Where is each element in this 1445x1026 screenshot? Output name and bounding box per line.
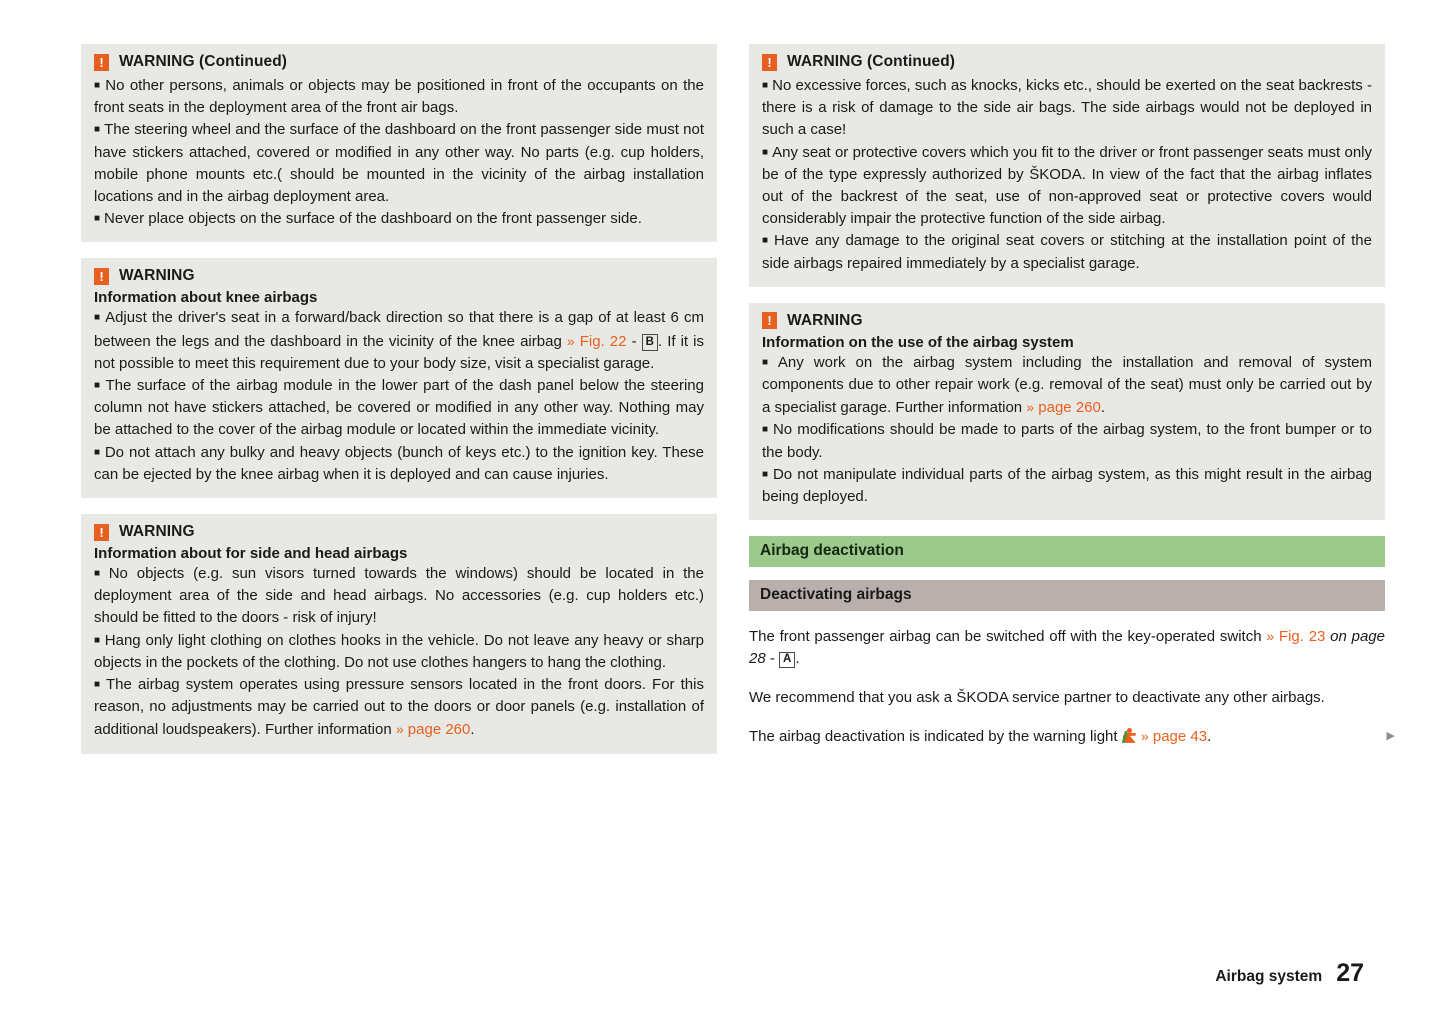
list-item — [94, 630, 704, 674]
figure-key-badge: B — [642, 334, 658, 351]
list-item — [94, 307, 704, 375]
list-item-text: Have any damage to the original seat covers or stitching at the installation point of the side airbags repaired immediately by a specialist garage. — [762, 232, 1372, 272]
warning-header — [762, 53, 1372, 71]
list-item — [94, 563, 704, 630]
bullet-square-icon: ■ — [94, 213, 101, 225]
warning-header — [94, 53, 704, 71]
warning-icon: ! — [94, 524, 109, 541]
warning-icon: ! — [762, 312, 777, 329]
bullet-square-icon: ■ — [94, 446, 101, 458]
list-item-text: No excessive forces, such as knocks, kicks etc., should be exerted on the seat backrests - there is a risk of damage to the side air bags. The side airbags would not be deployed in such a case! — [762, 77, 1372, 139]
list-item — [94, 208, 704, 230]
reference-label: page 43 — [1152, 727, 1208, 745]
warning-subtitle: Information about for side and head airbags — [94, 545, 408, 563]
left-column — [81, 44, 717, 770]
list-item — [762, 75, 1372, 142]
sub-heading-deactivating-airbags: Deactivating airbags — [749, 580, 1385, 611]
list-item-text: The surface of the airbag module in the lower part of the dash panel below the steering column not have stickers attached, be covered or modified in any other way. Nothing may be attached to the cover of the airbag module or located within the immediate vicinity. — [94, 377, 704, 439]
list-item-text-part-1: Adjust the driver's seat in a forward/back direction so that there is a gap of at least 6 cm between the legs and the dashboard in the vicinity of the knee airbag — [94, 309, 704, 350]
reference-end: . — [1207, 727, 1212, 745]
bullet-square-icon: ■ — [762, 468, 769, 480]
bullet-square-icon: ■ — [762, 356, 774, 368]
page-footer — [1215, 959, 1364, 988]
list-item — [762, 352, 1372, 420]
list-item-text: No other persons, animals or objects may be positioned in front of the occupants on the front seats in the deployment area of the front air bags. — [94, 77, 704, 117]
bullet-square-icon: ■ — [94, 124, 101, 136]
figure-reference-link[interactable] — [567, 333, 627, 350]
paragraph-key-operated-switch — [749, 625, 1385, 670]
bullet-square-icon: ■ — [762, 424, 769, 436]
warning-header — [94, 267, 704, 285]
reference-arrow: » — [1140, 727, 1149, 744]
list-item — [94, 75, 704, 119]
paragraph-text-part-1: The front passenger airbag can be switched off with the key-operated switch — [749, 628, 1262, 646]
reference-end: . — [470, 721, 475, 739]
reference-end: . — [795, 650, 800, 668]
warning-box-continued-side-airbags — [749, 44, 1385, 287]
warning-icon: ! — [762, 54, 777, 71]
page-reference-link[interactable] — [1141, 728, 1207, 745]
warning-subtitle: Information on the use of the airbag system — [762, 333, 1074, 351]
reference-label: Fig. 22 — [579, 332, 627, 350]
bullet-square-icon: ■ — [762, 146, 769, 158]
warning-box-knee-airbags — [81, 258, 717, 498]
warning-title: WARNING — [787, 311, 863, 329]
list-item-text: Do not manipulate individual parts of the airbag system, as this might result in the airbag being deployed. — [762, 465, 1373, 506]
reference-dash: - — [765, 650, 780, 668]
footer-chapter-label: Airbag system — [1215, 968, 1323, 985]
warning-box-airbag-system-use — [749, 303, 1385, 520]
warning-box-continued-front-airbags — [81, 44, 717, 242]
warning-subtitle: Information about knee airbags — [94, 289, 318, 307]
list-item-text-part-2: . If it is not possible to meet this requirement due to your body size, visit a specialist garage. — [94, 332, 704, 372]
paragraph-warning-light — [749, 725, 1385, 748]
warning-bullet-list — [762, 352, 1372, 508]
list-item — [94, 674, 704, 742]
paragraph-service-partner: We recommend that you ask a ŠKODA service partner to deactivate any other airbags. — [749, 688, 1325, 706]
list-item — [94, 442, 704, 486]
section-heading-airbag-deactivation: Airbag deactivation — [749, 536, 1385, 567]
reference-on-page: on page 28 — [749, 628, 1385, 668]
list-item-text: No modifications should be made to parts of the airbag system, to the front bumper or to the body. — [762, 421, 1372, 461]
warning-icon: ! — [94, 54, 109, 71]
bullet-square-icon: ■ — [762, 80, 769, 91]
list-item-text: Do not attach any bulky and heavy objects (bunch of keys etc.) to the ignition key. These can be ejected by the knee airbag when it is deployed and can cause injuries. — [94, 443, 704, 483]
warning-title: WARNING (Continued) — [119, 53, 288, 70]
reference-arrow: » — [1266, 628, 1275, 645]
warning-bullet-list — [94, 307, 704, 486]
list-item-text: No objects (e.g. sun visors turned towards the windows) should be located in the deployment area of the side and head airbags. No accessories (e.g. cup holders etc.) should be fitted to the doors - risk of injury! — [94, 565, 704, 627]
warning-bullet-list — [94, 563, 704, 742]
seatbelt-warning-icon — [1122, 728, 1137, 743]
warning-box-side-head-airbags — [81, 514, 717, 754]
list-item — [762, 464, 1372, 508]
list-item — [762, 419, 1372, 463]
bullet-square-icon: ■ — [762, 235, 770, 247]
bullet-square-icon: ■ — [94, 634, 101, 646]
reference-label: page 260 — [407, 721, 471, 739]
figure-key-badge: A — [779, 652, 795, 669]
bullet-square-icon: ■ — [94, 80, 102, 91]
page-reference-link[interactable] — [396, 721, 471, 738]
figure-reference-link[interactable] — [1266, 628, 1325, 645]
list-item-text: Never place objects on the surface of the dashboard on the front passenger side. — [104, 210, 642, 228]
bullet-square-icon: ■ — [94, 679, 102, 691]
reference-arrow: » — [395, 721, 404, 738]
list-item — [94, 119, 704, 208]
warning-icon: ! — [94, 268, 109, 285]
list-item-text: The steering wheel and the surface of the dashboard on the front passenger side must not have stickers attached, covered or modified in any other way. No parts (e.g. cup holders, mobile phone mounts etc.( should be mounted in the vicinity of the airbag installation locations and in the airbag deployment area. — [94, 121, 704, 206]
list-item — [762, 230, 1372, 274]
warning-title: WARNING (Continued) — [787, 53, 956, 70]
list-item-text-part-1: The airbag system operates using pressure sensors located in the front doors. For this reason, no adjustments may be carried out to the doors or door panels (e.g. installation of additional loudspeakers). Further information — [94, 676, 704, 739]
list-item — [762, 142, 1372, 231]
continuation-marker-icon: ▶ — [1386, 730, 1395, 742]
list-item-text-part-1: Any work on the airbag system including the installation and removal of system components due to other repair work (e.g. removal of the seat) must only be carried out by a specialist garage. Further information — [762, 353, 1373, 417]
reference-arrow: » — [566, 332, 575, 349]
footer-page-number: 27 — [1336, 959, 1364, 987]
list-item-text: Hang only light clothing on clothes hooks in the vehicle. Do not leave any heavy or sharp objects in the pockets of the clothing. Do not use clothes hangers to hang the clothing. — [94, 631, 705, 671]
warning-bullet-list — [94, 75, 704, 230]
bullet-square-icon: ■ — [94, 568, 105, 580]
warning-header — [762, 312, 1372, 330]
right-column — [749, 44, 1385, 764]
bullet-square-icon: ■ — [94, 312, 102, 324]
warning-title: WARNING — [119, 523, 195, 541]
reference-end: . — [1100, 399, 1106, 417]
warning-bullet-list — [762, 75, 1372, 275]
list-item-text: Any seat or protective covers which you fit to the driver or front passenger seats must only be of the type expressly authorized by ŠKODA. In view of the fact that the airbag inflates out of the backrest of the seat, use of non-approved seat or protective covers would considerably impair the protective function of the side airbag. — [762, 143, 1372, 228]
reference-arrow: » — [1026, 399, 1035, 416]
reference-label: page 260 — [1038, 399, 1101, 417]
bullet-square-icon: ■ — [94, 380, 102, 392]
reference-label: Fig. 23 — [1278, 628, 1326, 646]
paragraph-text-part-1: The airbag deactivation is indicated by the warning light — [749, 727, 1118, 745]
list-item — [94, 375, 704, 442]
page-reference-link[interactable] — [1026, 399, 1101, 416]
reference-dash: - — [626, 332, 642, 350]
warning-title: WARNING — [119, 267, 195, 285]
warning-header — [94, 523, 704, 541]
